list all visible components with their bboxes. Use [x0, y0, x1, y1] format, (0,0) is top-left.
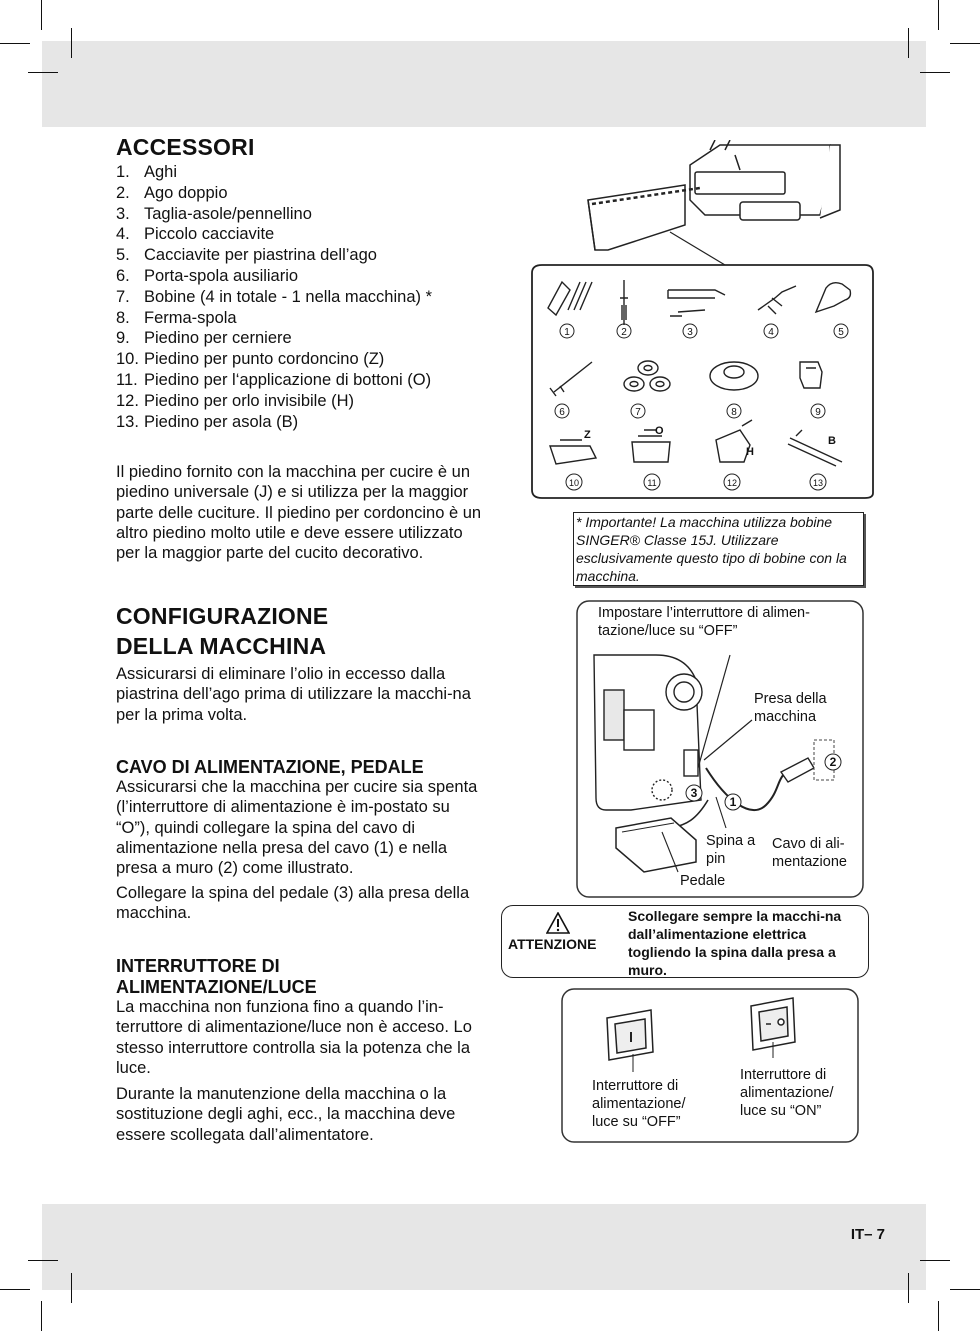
- pin-plug-label: Spina a pin: [706, 833, 756, 867]
- accessori-title: ACCESSORI: [116, 134, 255, 160]
- item-number-5: 5: [838, 327, 844, 338]
- item-number-8: 8: [731, 407, 737, 418]
- item-number-1: 1: [564, 327, 570, 338]
- sewing-machine-icon: [690, 140, 840, 220]
- list-item: 2. Ago doppio: [116, 183, 228, 202]
- header-band: [42, 41, 926, 127]
- list-item: 10. Piedino per punto cordoncino (Z): [116, 350, 385, 369]
- accessory-box-icon: [588, 185, 685, 250]
- crop-mark: [28, 72, 58, 73]
- warning-text: Scollegare sempre la macchi-na dall’alimentazione elettrica togliendo la spina dalla presa a muro.: [628, 908, 842, 978]
- power-cord-label: Cavo di ali-mentazione: [772, 836, 847, 870]
- list-item: 11. Piedino per l‘applicazione di bottoni (O): [116, 370, 432, 389]
- crop-mark: [28, 1260, 58, 1261]
- crop-mark: [41, 0, 42, 30]
- machine-socket-label: Presa della macchina: [754, 691, 827, 725]
- crop-mark: [920, 1260, 950, 1261]
- foot-letter-h: H: [746, 446, 754, 458]
- configurazione-title-line1: CONFIGURAZIONE: [116, 603, 329, 629]
- item-number-4: 4: [768, 327, 774, 338]
- accessory-tray: [532, 265, 873, 498]
- configurazione-paragraph: Assicurarsi di eliminare l’olio in eccesso dalla piastrina dell’ago prima di utilizzare la macchi-na per la prima volta.: [116, 665, 471, 724]
- list-item: 13. Piedino per asola (B): [116, 412, 299, 431]
- list-item: 6. Porta-spola ausiliario: [116, 266, 299, 285]
- crop-mark: [41, 1301, 42, 1331]
- list-item: 8. Ferma-spola: [116, 308, 237, 327]
- bobbin-note: * Importante! La macchina utilizza bobine SINGER® Classe 15J. Utilizzare esclusivamente questo tipo di bobine con la macchina.: [573, 512, 864, 586]
- pedal-label: Pedale: [680, 873, 726, 889]
- crop-mark: [71, 1273, 72, 1303]
- interruttore-paragraph-2: Durante la manutenzione della macchina o la sostituzione degli aghi, ecc., la macchina deve essere scollegata dall’alimentatore.: [116, 1085, 456, 1144]
- warning-box: [501, 905, 869, 978]
- marker-3: 3: [690, 786, 698, 800]
- item-number-3: 3: [687, 327, 693, 338]
- crop-mark: [908, 1273, 909, 1303]
- marker-2: 2: [829, 755, 837, 769]
- list-item: 4. Piccolo cacciavite: [116, 225, 275, 244]
- accessori-paragraph: Il piedino fornito con la macchina per cucire è un piedino universale (J) e si utilizza per la maggior parte delle cuciture. Il piedino per cordoncino è un altro piedino molto utile e deve essere utilizzato per la maggior parte del cucito decorativo.: [116, 463, 482, 563]
- crop-mark: [938, 1301, 939, 1331]
- switch-off-instruction: Impostare l’interruttore di alimen-tazione/luce su “OFF”: [598, 605, 810, 639]
- list-item: 12. Piedino per orlo invisibile (H): [116, 391, 355, 410]
- cavo-paragraph-1: Assicurarsi che la macchina per cucire sia spenta (l’interruttore di alimentazione è im-postato su “O”), quindi collegare la spina del cavo di alimentazione nella presa del cavo (1) e nella presa a muro (2) come illustrato.: [116, 778, 478, 878]
- item-number-12: 12: [726, 478, 738, 488]
- list-item: 9. Piedino per cerniere: [116, 329, 292, 348]
- foot-letter-o: O: [655, 425, 664, 437]
- warning-triangle-icon: [546, 912, 570, 934]
- cavo-title: CAVO DI ALIMENTAZIONE, PEDALE: [116, 757, 424, 777]
- crop-mark: [71, 28, 72, 58]
- item-number-11: 11: [647, 478, 657, 488]
- item-number-7: 7: [635, 407, 641, 418]
- switch-on-label: Interruttore di alimentazione/ luce su “ON”: [740, 1067, 834, 1119]
- interruttore-paragraph-1: La macchina non funziona fino a quando l’in-terruttore di alimentazione/luce non è acceso. Lo stesso interruttore controlla sia la potenza che la luce.: [116, 998, 472, 1077]
- crop-mark: [920, 72, 950, 73]
- list-item: 7. Bobine (4 in totale - 1 nella macchina) *: [116, 287, 432, 306]
- item-number-2: 2: [621, 327, 627, 338]
- crop-mark: [950, 1289, 980, 1290]
- accessories-illustration: [520, 140, 880, 505]
- list-item: 5. Cacciavite per piastrina dell’ago: [116, 246, 377, 265]
- crop-mark: [950, 43, 980, 44]
- list-item: 3. Taglia-asole/pennellino: [116, 204, 312, 223]
- cavo-paragraph-2: Collegare la spina del pedale (3) alla presa della macchina.: [116, 884, 470, 923]
- crop-mark: [938, 0, 939, 30]
- interruttore-title-line1: INTERRUTTORE DI: [116, 956, 280, 976]
- foot-letter-z: Z: [584, 429, 591, 441]
- sewing-machine-side-icon: [594, 655, 702, 810]
- item-number-10: 10: [568, 478, 580, 488]
- warning-label: ATTENZIONE: [508, 936, 597, 952]
- marker-1: 1: [729, 795, 737, 809]
- item-number-13: 13: [812, 478, 824, 488]
- footer-band: [42, 1204, 926, 1290]
- accessori-list: [116, 162, 488, 432]
- item-number-9: 9: [815, 407, 821, 418]
- interruttore-title-line2: ALIMENTAZIONE/LUCE: [116, 977, 317, 997]
- crop-mark: [908, 28, 909, 58]
- crop-mark: [0, 1289, 30, 1290]
- item-number-6: 6: [559, 407, 565, 418]
- foot-letter-b: B: [828, 435, 836, 447]
- switch-off-label: Interruttore di alimentazione/ luce su “OFF”: [592, 1078, 686, 1130]
- page-number: IT– 7: [850, 1226, 885, 1243]
- configurazione-title-line2: DELLA MACCHINA: [116, 633, 327, 659]
- crop-mark: [0, 43, 30, 44]
- list-item: 1. Aghi: [116, 163, 178, 181]
